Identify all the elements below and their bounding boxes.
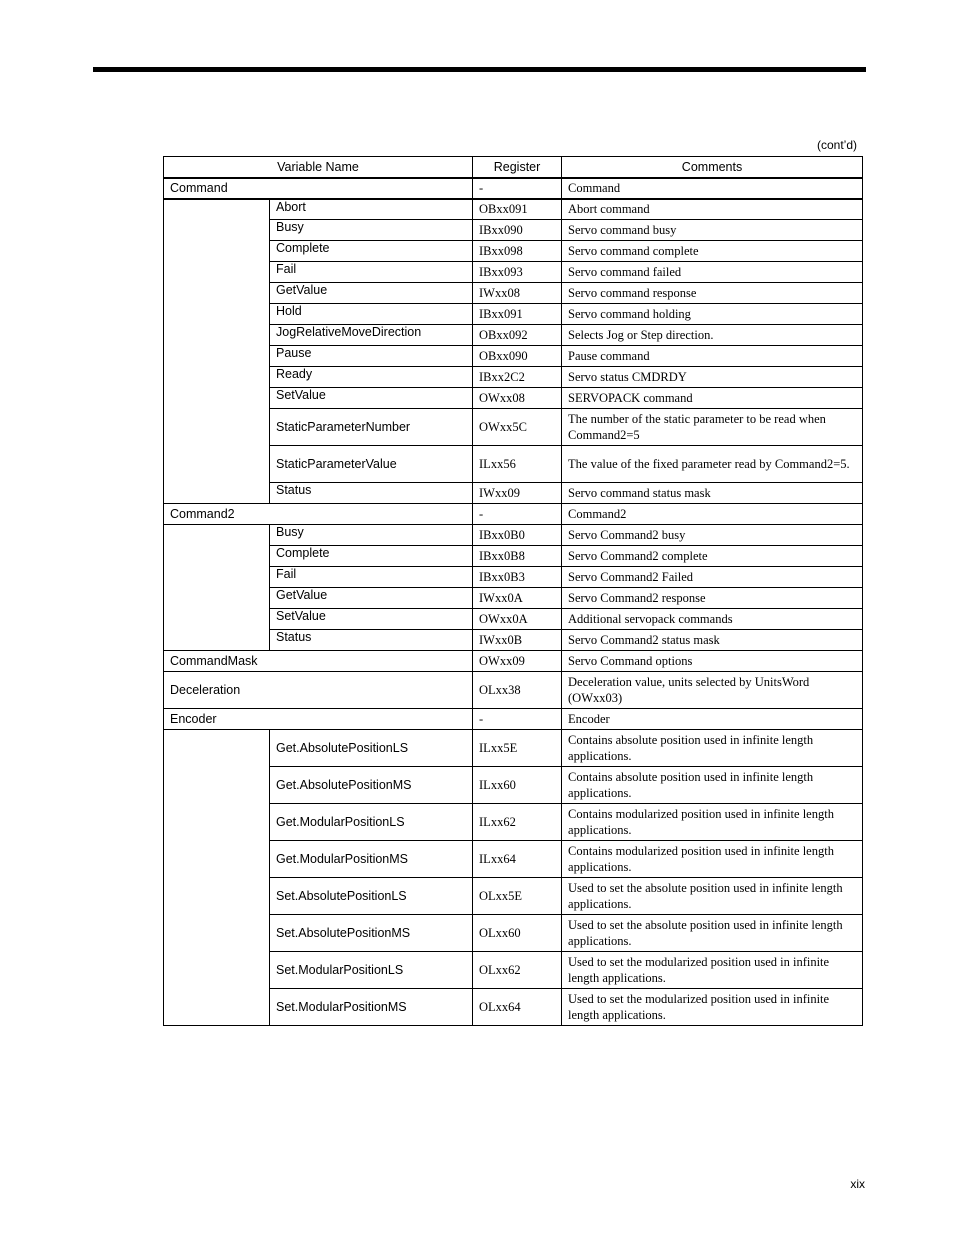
variable-name: Fail: [270, 567, 473, 588]
table-row: [164, 672, 863, 709]
comment-cell: Servo command busy: [562, 220, 863, 241]
variable-name: Status: [270, 483, 473, 504]
comment-cell: Servo Command2 Failed: [562, 567, 863, 588]
group-name: Encoder: [164, 709, 473, 730]
top-rule: [93, 67, 866, 72]
register-cell: ILxx5E: [473, 730, 562, 767]
register-cell: OWxx09: [473, 651, 562, 672]
register-cell: IWxx09: [473, 483, 562, 504]
comment-cell: Additional servopack commands: [562, 609, 863, 630]
register-cell: OWxx08: [473, 388, 562, 409]
register-cell: OWxx0A: [473, 609, 562, 630]
register-cell: -: [473, 178, 562, 199]
register-cell: OLxx5E: [473, 878, 562, 915]
register-cell: OLxx60: [473, 915, 562, 952]
variable-name: Ready: [270, 367, 473, 388]
register-cell: IBxx0B0: [473, 525, 562, 546]
variable-name: Complete: [270, 241, 473, 262]
variable-name: Abort: [270, 199, 473, 220]
variable-name: Set.ModularPositionLS: [270, 952, 473, 989]
comment-cell: Servo Command2 response: [562, 588, 863, 609]
comment-cell: Contains absolute position used in infinite length applications.: [562, 730, 863, 767]
continued-label: (cont’d): [816, 138, 857, 152]
comment-cell: Servo Command options: [562, 651, 863, 672]
group-name: Command2: [164, 504, 473, 525]
register-cell: IBxx093: [473, 262, 562, 283]
variable-name: Get.AbsolutePositionLS: [270, 730, 473, 767]
table-header-row: [164, 157, 863, 178]
register-cell: ILxx56: [473, 446, 562, 483]
page-number: xix: [850, 1177, 865, 1191]
variable-name: SetValue: [270, 388, 473, 409]
variable-name: GetValue: [270, 588, 473, 609]
register-cell: ILxx62: [473, 804, 562, 841]
comment-cell: Used to set the modularized position used in infinite length applications.: [562, 952, 863, 989]
header-register: Register: [473, 157, 562, 178]
variable-name: JogRelativeMoveDirection: [270, 325, 473, 346]
register-cell: OBxx091: [473, 199, 562, 220]
variables-table: [163, 156, 863, 1026]
register-cell: -: [473, 709, 562, 730]
comment-cell: Used to set the absolute position used in infinite length applications.: [562, 915, 863, 952]
comment-cell: Deceleration value, units selected by UnitsWord (OWxx03): [562, 672, 863, 709]
header-comments: Comments: [562, 157, 863, 178]
indent-cell: [164, 199, 270, 504]
comment-cell: Abort command: [562, 199, 863, 220]
comment-cell: The number of the static parameter to be read when Command2=5: [562, 409, 863, 446]
comment-cell: Servo command holding: [562, 304, 863, 325]
variable-name: CommandMask: [164, 651, 473, 672]
variable-name: Hold: [270, 304, 473, 325]
variable-name: Busy: [270, 220, 473, 241]
variable-name: Set.AbsolutePositionLS: [270, 878, 473, 915]
comment-cell: Servo status CMDRDY: [562, 367, 863, 388]
comment-cell: Selects Jog or Step direction.: [562, 325, 863, 346]
table-row: [164, 525, 863, 546]
variable-name: Complete: [270, 546, 473, 567]
comment-cell: Servo command response: [562, 283, 863, 304]
indent-cell: [164, 730, 270, 1026]
register-cell: IWxx0A: [473, 588, 562, 609]
comment-cell: Contains modularized position used in infinite length applications.: [562, 804, 863, 841]
variable-name: StaticParameterValue: [270, 446, 473, 483]
table-row: [164, 730, 863, 767]
comment-cell: Servo Command2 complete: [562, 546, 863, 567]
table-row: [164, 504, 863, 525]
comment-cell: The value of the fixed parameter read by Command2=5.: [562, 446, 863, 483]
variable-name: GetValue: [270, 283, 473, 304]
register-cell: ILxx60: [473, 767, 562, 804]
indent-cell: [164, 525, 270, 651]
register-cell: IBxx0B8: [473, 546, 562, 567]
comment-cell: Command: [562, 178, 863, 199]
register-cell: OLxx64: [473, 989, 562, 1026]
register-cell: OWxx5C: [473, 409, 562, 446]
variable-name: Fail: [270, 262, 473, 283]
group-name: Command: [164, 178, 473, 199]
register-cell: OBxx092: [473, 325, 562, 346]
variable-name: Deceleration: [164, 672, 473, 709]
variable-name: Set.AbsolutePositionMS: [270, 915, 473, 952]
comment-cell: Command2: [562, 504, 863, 525]
register-cell: OLxx62: [473, 952, 562, 989]
register-cell: IBxx091: [473, 304, 562, 325]
variable-name: Status: [270, 630, 473, 651]
comment-cell: Servo Command2 busy: [562, 525, 863, 546]
register-cell: IWxx08: [473, 283, 562, 304]
table-row: [164, 651, 863, 672]
variable-name: Pause: [270, 346, 473, 367]
comment-cell: Servo Command2 status mask: [562, 630, 863, 651]
comment-cell: Used to set the absolute position used in infinite length applications.: [562, 878, 863, 915]
comment-cell: SERVOPACK command: [562, 388, 863, 409]
variable-name: Busy: [270, 525, 473, 546]
header-variable-name: Variable Name: [164, 157, 473, 178]
register-cell: IBxx2C2: [473, 367, 562, 388]
table-row: [164, 709, 863, 730]
register-cell: ILxx64: [473, 841, 562, 878]
register-cell: OLxx38: [473, 672, 562, 709]
variable-name: StaticParameterNumber: [270, 409, 473, 446]
variable-name: Get.ModularPositionMS: [270, 841, 473, 878]
comment-cell: Contains modularized position used in infinite length applications.: [562, 841, 863, 878]
register-cell: IWxx0B: [473, 630, 562, 651]
variable-name: SetValue: [270, 609, 473, 630]
table-row: [164, 199, 863, 220]
comment-cell: Servo command complete: [562, 241, 863, 262]
variable-name: Get.ModularPositionLS: [270, 804, 473, 841]
comment-cell: Contains absolute position used in infinite length applications.: [562, 767, 863, 804]
table-row: [164, 178, 863, 199]
register-cell: OBxx090: [473, 346, 562, 367]
comment-cell: Pause command: [562, 346, 863, 367]
register-cell: IBxx0B3: [473, 567, 562, 588]
comment-cell: Servo command failed: [562, 262, 863, 283]
register-cell: -: [473, 504, 562, 525]
comment-cell: Encoder: [562, 709, 863, 730]
comment-cell: Used to set the modularized position used in infinite length applications.: [562, 989, 863, 1026]
register-cell: IBxx090: [473, 220, 562, 241]
variable-name: Get.AbsolutePositionMS: [270, 767, 473, 804]
comment-cell: Servo command status mask: [562, 483, 863, 504]
variable-name: Set.ModularPositionMS: [270, 989, 473, 1026]
register-cell: IBxx098: [473, 241, 562, 262]
